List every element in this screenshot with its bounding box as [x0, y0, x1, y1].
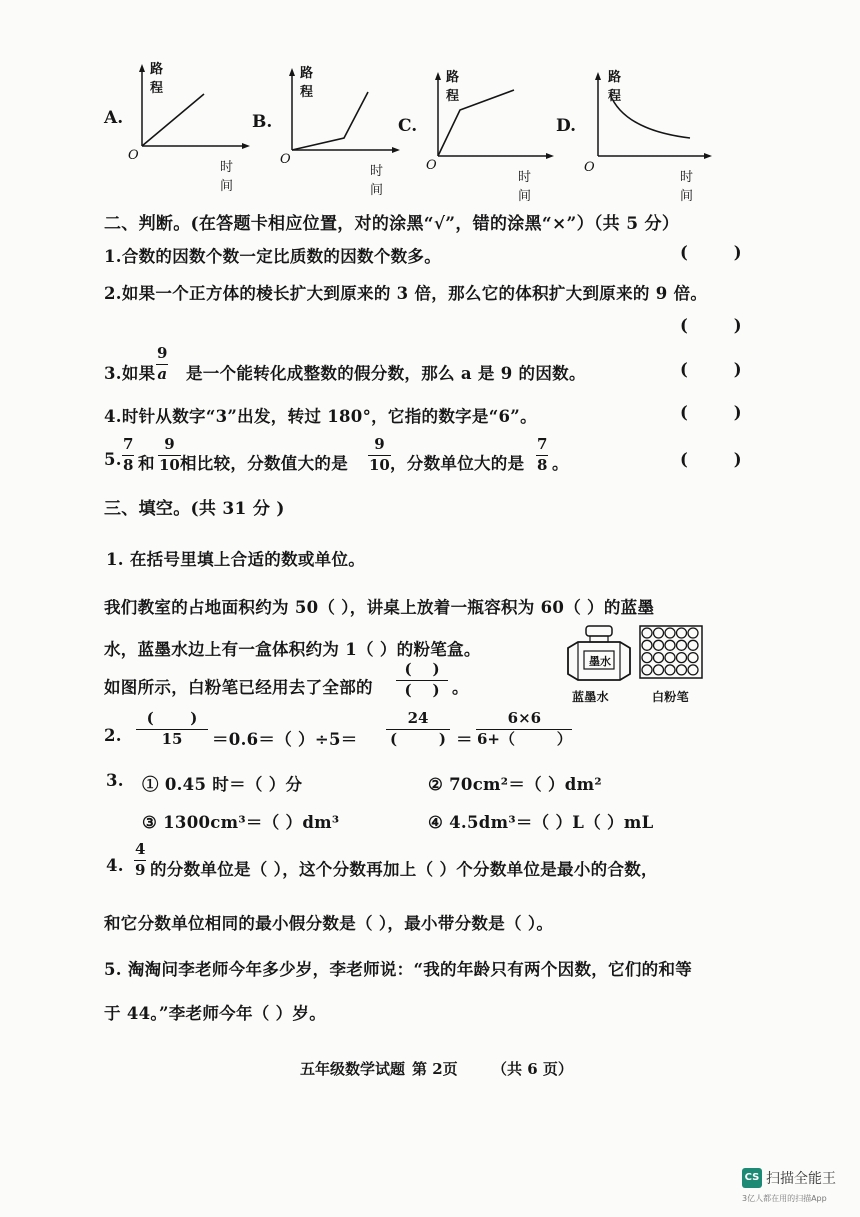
chalk-piece — [654, 628, 664, 638]
fill-q1-line3: 如图所示，白粉笔已经用去了全部的 — [104, 678, 373, 697]
fill-q1-line2: 水，蓝墨水边上有一盒体积约为 1（ ）的粉笔盒。 — [104, 640, 481, 659]
graph-b-curve — [292, 92, 368, 150]
chalk-piece — [642, 665, 652, 675]
chalk-piece — [677, 640, 687, 650]
footer-total: （共 6 页） — [492, 1060, 573, 1078]
fill-q2-frac1[interactable]: ( ) 15 — [136, 711, 208, 748]
graph-b-ylabel: 路程 — [300, 66, 314, 100]
graph-d-ylabel: 路程 — [608, 70, 622, 104]
fill-q2-frac2[interactable]: 24 ( ) — [386, 711, 450, 748]
section3-heading: 三、填空。(共 31 分 ) — [104, 499, 285, 519]
ink-bottle-figure — [564, 624, 634, 686]
chalk-piece — [665, 653, 675, 663]
graph-d-curve — [610, 94, 690, 138]
option-b-label: B. — [252, 112, 273, 132]
chalk-box-icon — [639, 625, 703, 679]
fill-q3-a: ① 0.45 时＝（ ）分 — [142, 775, 303, 794]
chalk-piece — [688, 628, 698, 638]
chalk-piece — [677, 665, 687, 675]
fill-q4-fraction: 4 9 — [135, 840, 146, 879]
judge-q1: 1.合数的因数个数一定比质数的因数个数多。 — [104, 247, 442, 266]
judge-q5-answer[interactable]: ( ) — [680, 450, 742, 469]
fill-q2-middle: ＝0.6＝（ ）÷5＝ — [212, 730, 358, 749]
fill-q3-c: ③ 1300cm³＝（ ）dm³ — [142, 813, 340, 832]
chalk-piece — [688, 653, 698, 663]
graph-c-ylabel: 路程 — [446, 70, 460, 104]
graph-b-origin: O — [280, 152, 291, 167]
graph-c-origin: O — [426, 158, 437, 173]
judge-q3-answer[interactable]: ( ) — [680, 360, 742, 379]
judge-q5-frac4: 7 8 — [537, 435, 548, 474]
fill-q4-num: 4. — [106, 856, 124, 875]
graph-a-origin: O — [128, 148, 139, 163]
chalk-caption: 白粉笔 — [652, 690, 689, 704]
ink-bottle-label: 墨水 — [589, 655, 611, 668]
option-d-label: D. — [556, 116, 577, 136]
fill-q1-title: 1. 在括号里填上合适的数或单位。 — [106, 550, 366, 569]
chalk-piece — [642, 640, 652, 650]
chalk-piece — [642, 628, 652, 638]
option-c-label: C. — [398, 116, 418, 136]
fill-q2-num: 2. — [104, 726, 122, 745]
judge-q3-fraction: 9 a — [157, 344, 168, 383]
section2-heading: 二、判断。(在答题卡相应位置，对的涂黑“√”，错的涂黑“×”）（共 5 分） — [104, 214, 680, 234]
footer-page: 第 2页 — [412, 1060, 458, 1078]
graph-b-plot — [278, 62, 408, 172]
judge-q2-answer[interactable]: ( ) — [680, 316, 742, 335]
judge-q1-answer[interactable]: ( ) — [680, 243, 742, 262]
graph-b-xlabel: 时间 — [370, 164, 384, 198]
fill-q5-line2: 于 44。”李老师今年（ ）岁。 — [104, 1004, 326, 1023]
fill-q3-num: 3. — [106, 771, 124, 790]
chalk-piece — [665, 665, 675, 675]
graph-c-xlabel: 时间 — [518, 170, 532, 204]
fill-q4-line2: 和它分数单位相同的最小假分数是（ ），最小带分数是（ ）。 — [104, 914, 554, 933]
chalk-piece — [665, 628, 675, 638]
chalk-piece — [688, 665, 698, 675]
fill-q1-period: 。 — [452, 678, 469, 697]
fill-q2-frac3[interactable]: 6×6 6+（ ） — [477, 709, 572, 748]
fill-q4-line1: 的分数单位是（ ），这个分数再加上（ ）个分数单位是最小的合数， — [150, 860, 658, 879]
chalk-piece — [665, 640, 675, 650]
graph-a-plot — [128, 58, 258, 168]
fill-q3-b: ② 70cm²＝（ ）dm² — [428, 775, 602, 794]
judge-q3-prefix: 3.如果 — [104, 364, 156, 383]
chalk-piece — [654, 653, 664, 663]
watermark-tagline: 3亿人都在用的扫描App — [742, 1194, 827, 1203]
judge-q4-answer[interactable]: ( ) — [680, 403, 742, 422]
judge-q5-frac2: 9 10 — [159, 435, 180, 474]
chalk-piece — [677, 628, 687, 638]
camscanner-logo-icon: CS — [742, 1168, 762, 1188]
judge-q4: 4.时针从数字“3”出发，转过 180°，它指的数字是“6”。 — [104, 407, 537, 426]
ink-caption: 蓝墨水 — [572, 690, 609, 704]
graph-d-origin: O — [584, 160, 595, 175]
chalk-piece — [654, 640, 664, 650]
chalk-piece — [654, 665, 664, 675]
graph-c-curve — [438, 90, 514, 156]
judge-q5-frac1: 7 8 — [123, 435, 134, 474]
fill-q1-fraction[interactable]: ( ) ( ) — [396, 662, 448, 699]
chalk-piece — [688, 640, 698, 650]
graph-a-ylabel: 路程 — [150, 62, 164, 96]
option-a-label: A. — [104, 108, 124, 128]
graph-a-curve — [142, 94, 204, 146]
fill-q1-line1: 我们教室的占地面积约为 50（ ），讲桌上放着一瓶容积为 60（ ）的蓝墨 — [104, 598, 655, 617]
graph-c-plot — [424, 66, 564, 176]
chalk-piece — [677, 653, 687, 663]
watermark-name: 扫描全能王 — [766, 1171, 836, 1187]
graph-d-xlabel: 时间 — [680, 170, 694, 204]
chalk-box-figure — [639, 625, 703, 683]
footer-title: 五年级数学试题 — [300, 1060, 406, 1078]
fill-q3-d: ④ 4.5dm³＝（ ）L（ ）mL — [428, 813, 654, 832]
fill-q5-line1: 5. 淘淘问李老师今年多少岁，李老师说：“我的年龄只有两个因数，它们的和等 — [104, 960, 693, 979]
judge-q3-text: 是一个能转化成整数的假分数，那么 a 是 9 的因数。 — [186, 364, 586, 383]
chalk-piece — [642, 653, 652, 663]
judge-q5-frac3: 9 10 — [369, 435, 390, 474]
fill-q2-equals: ＝ — [456, 730, 473, 749]
judge-q2: 2.如果一个正方体的棱长扩大到原来的 3 倍，那么它的体积扩大到原来的 9 倍。 — [104, 284, 708, 303]
graph-a-xlabel: 时间 — [220, 160, 234, 194]
graph-d-plot — [580, 66, 720, 176]
